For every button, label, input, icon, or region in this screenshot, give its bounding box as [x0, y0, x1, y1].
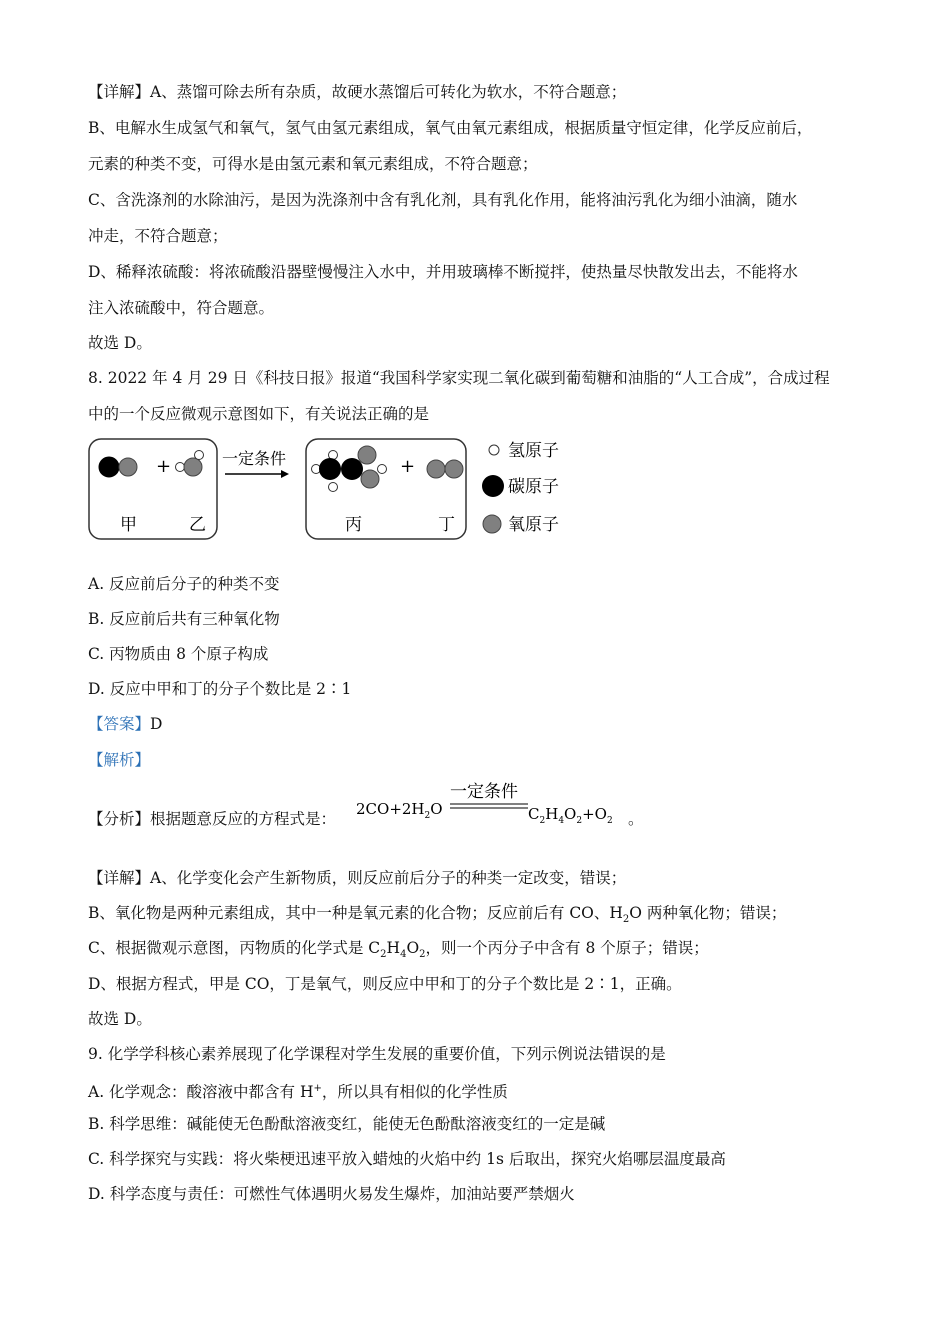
option-b: B. 反应前后共有三种氧化物	[88, 610, 280, 628]
hydrogen-atom	[176, 463, 185, 472]
hydrogen-atom	[378, 465, 387, 474]
question-9-option-b: B. 科学思维：碱能使无色酚酞溶液变红，能使无色酚酞溶液变红的一定是碱	[88, 1115, 606, 1133]
analysis-text: 【分析】根据题意反应的方程式是：	[88, 810, 337, 828]
hydrogen-atom	[195, 451, 204, 460]
carbon-atom	[99, 457, 119, 477]
label-jia: 甲	[120, 515, 137, 535]
equation-right: $C_2H_4O_2+O_2$	[528, 805, 613, 826]
carbon-atom	[319, 458, 341, 480]
equation-end: 。	[628, 810, 644, 828]
label-yi: 乙	[189, 515, 206, 535]
text-line: B、电解水生成氢气和氧气，氢气由氢元素组成，氧气由氧元素组成，根据质量守恒定律，化学反应前后，	[88, 119, 813, 137]
equation-condition: 一定条件	[450, 782, 518, 801]
hydrogen-legend-icon	[489, 445, 499, 455]
question-9-option-d: D. 科学态度与责任：可燃性气体遇明火易发生爆炸，加油站要严禁烟火	[88, 1185, 575, 1203]
text-line: 【详解】A、化学变化会产生新物质，则反应前后分子的种类一定改变，错误；	[88, 869, 627, 887]
answer-line	[88, 714, 162, 734]
answer-label: 【答案】	[88, 715, 151, 733]
oxygen-atom	[427, 460, 445, 478]
question-9-option-c: C. 科学探究与实践：将火柴梗迅速平放入蜡烛的火焰中约 1s 后取出，探究火焰哪层温度最高	[88, 1150, 726, 1168]
answer-value: D	[150, 715, 163, 733]
plus-sign: +	[156, 456, 172, 477]
label-ding: 丁	[438, 515, 455, 535]
oxygen-atom	[361, 470, 379, 488]
reaction-condition: 一定条件	[222, 449, 287, 468]
arrow-icon	[281, 470, 289, 478]
text-line: 冲走，不符合题意；	[88, 227, 228, 245]
oxygen-legend-icon	[483, 515, 501, 533]
text-line: 故选 D。	[88, 334, 152, 352]
text-line: 元素的种类不变，可得水是由氢元素和氧元素组成，不符合题意；	[88, 155, 538, 173]
label-bing: 丙	[345, 515, 362, 535]
chemical-equation	[356, 782, 656, 828]
plus-sign: +	[400, 456, 416, 477]
text-line: B、氧化物是两种元素组成，其中一种是氧元素的化合物；反应前后有 CO、$H_2O$ 两种氧化物；错误；	[88, 904, 787, 926]
option-c: C. 丙物质由 8 个原子构成	[88, 645, 269, 663]
oxygen-atom	[184, 458, 202, 476]
oxygen-atom	[358, 446, 376, 464]
question-9-stem: 9. 化学学科核心素养展现了化学课程对学生发展的重要价值，下列示例说法错误的是	[88, 1045, 666, 1063]
legend-carbon: 碳原子	[508, 477, 559, 497]
text-line: 故选 D。	[88, 1010, 152, 1028]
hydrogen-atom	[329, 483, 338, 492]
carbon-legend-icon	[482, 475, 504, 497]
text-line: C、根据微观示意图，丙物质的化学式是 $C_2H_4O_2$，则一个丙分子中含有 8 个原子；错误；	[88, 939, 709, 961]
analysis-label: 【解析】	[88, 751, 151, 769]
legend-hydrogen: 氢原子	[508, 441, 559, 461]
legend-oxygen: 氧原子	[508, 515, 559, 535]
question-8-stem: 中的一个反应微观示意图如下，有关说法正确的是	[88, 405, 430, 423]
carbon-atom	[341, 458, 363, 480]
option-a: A. 反应前后分子的种类不变	[88, 575, 280, 593]
question-9-option-a: A. 化学观念：酸溶液中都含有 H+，所以具有相似的化学性质	[88, 1083, 508, 1102]
text-line: D、根据方程式，甲是 CO，丁是氧气，则反应中甲和丁的分子个数比是 2∶1，正确。	[88, 975, 682, 993]
question-8-stem: 8. 2022 年 4 月 29 日《科技日报》报道“我国科学家实现二氧化碳到葡萄糖和油脂的“人工合成”，合成过程	[88, 369, 830, 387]
option-d: D. 反应中甲和丁的分子个数比是 2∶1	[88, 680, 352, 698]
reaction-diagram	[88, 436, 588, 546]
equation-left: $2CO+2H_2O$	[356, 800, 443, 821]
text-line: D、稀释浓硫酸：将浓硫酸沿器壁慢慢注入水中，并用玻璃棒不断搅拌，使热量尽快散发出去，不能将水	[88, 263, 798, 281]
oxygen-atom	[119, 458, 137, 476]
text-line: 【详解】A、蒸馏可除去所有杂质，故硬水蒸馏后可转化为软水，不符合题意；	[88, 83, 627, 101]
text-line: 注入浓硫酸中，符合题意。	[88, 299, 275, 317]
oxygen-atom	[445, 460, 463, 478]
text-line: C、含洗涤剂的水除油污，是因为洗涤剂中含有乳化剂，具有乳化作用，能将油污乳化为细小油滴，随水	[88, 191, 798, 209]
